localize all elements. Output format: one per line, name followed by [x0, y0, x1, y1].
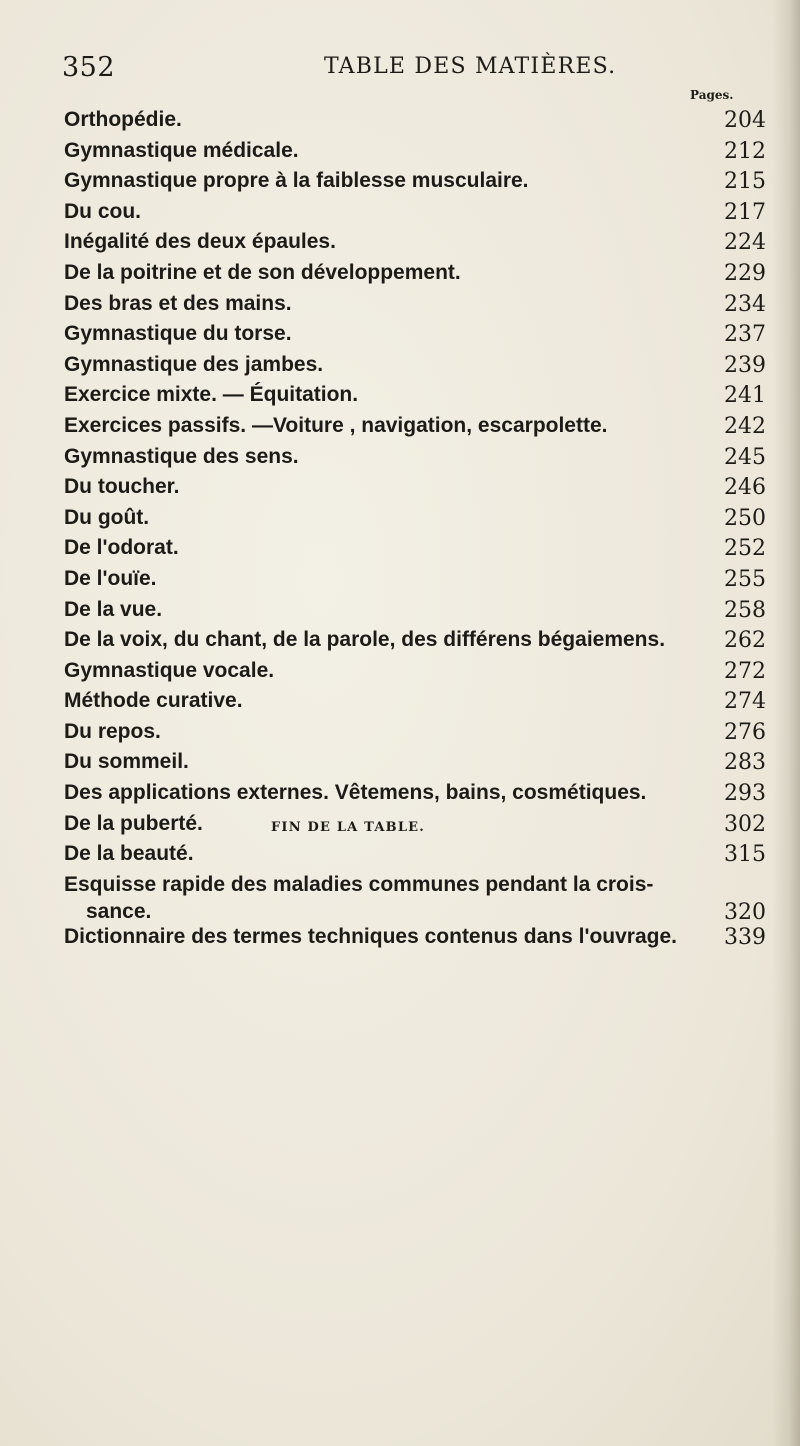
toc-entry-title: Du repos.	[64, 719, 161, 743]
toc-entry-page-number: 315	[724, 842, 766, 868]
toc-entry-page-number: 262	[724, 628, 766, 654]
toc-entry	[64, 506, 766, 537]
toc-entry-title: Du toucher.	[64, 475, 180, 499]
toc-entry-page-number: 229	[724, 260, 766, 286]
toc-entry-page-number: 320	[724, 899, 766, 925]
toc-entry-title: Du sommeil.	[64, 750, 189, 774]
toc-entry-title: Méthode curative.	[64, 689, 243, 713]
toc-entry-title: Dictionnaire des termes techniques contenus dans l'ouvrage.	[64, 924, 677, 948]
toc-entry-title: Esquisse rapide des maladies communes pendant la crois-	[64, 872, 654, 896]
toc-entry-page-number: 272	[724, 658, 766, 684]
toc-entry-title: Exercices passifs. —Voiture , navigation, escarpolette.	[64, 413, 608, 437]
toc-entry-title: Des applications externes. Vêtemens, bains, cosmétiques.	[64, 781, 647, 805]
toc-entry-page-number: 250	[724, 505, 766, 531]
toc-entry-title: De la voix, du chant, de la parole, des différens bégaiemens.	[64, 628, 666, 652]
toc-entry-title: De la vue.	[64, 597, 163, 621]
toc-entry-page-number: 302	[724, 811, 766, 837]
toc-entry-title: De la beauté.	[64, 842, 194, 866]
toc-entry	[64, 873, 766, 925]
toc-entry-title: De la puberté.	[64, 811, 203, 835]
toc-entry-page-number: 283	[724, 750, 766, 776]
toc-entry-page-number: 217	[724, 199, 766, 225]
toc-entry	[64, 750, 766, 781]
toc-entry-title: Inégalité des deux épaules.	[64, 230, 336, 254]
toc-entry-page-number: 224	[724, 230, 766, 256]
toc-entry-page-number: 215	[724, 169, 766, 195]
toc-entry-page-number: 234	[724, 291, 766, 317]
toc-entry	[64, 475, 766, 506]
toc-entry-title: De l'odorat.	[64, 536, 179, 560]
toc-entry-page-number: 255	[724, 566, 766, 592]
toc-entry-page-number: 276	[724, 719, 766, 745]
toc-entry-page-number: 239	[724, 352, 766, 378]
toc-entry-title: Gymnastique du torse.	[64, 322, 292, 346]
toc-entry-page-number: 242	[724, 413, 766, 439]
toc-entry	[64, 445, 766, 476]
toc-entry-page-number: 204	[724, 108, 766, 133]
toc-entry-page-number: 252	[724, 536, 766, 562]
toc-entry-page-number: 241	[724, 383, 766, 409]
toc-entry	[64, 598, 766, 629]
toc-entry-page-number: 274	[724, 689, 766, 715]
toc-entry-title: Du cou.	[64, 199, 141, 223]
toc-entry-title: Gymnastique vocale.	[64, 658, 275, 682]
toc-entry	[64, 925, 766, 956]
running-title: TABLE DES MATIÈRES.	[324, 54, 617, 79]
pages-column-label: Pages.	[690, 88, 734, 102]
toc-entry	[64, 842, 766, 873]
toc-entry-title: Exercice mixte. — Équitation.	[64, 383, 359, 407]
toc-entry-title-continuation: sance.	[86, 899, 152, 923]
page-number: 352	[62, 52, 116, 83]
toc-entry	[64, 414, 766, 445]
toc-entry	[64, 659, 766, 690]
toc-entry	[64, 261, 766, 292]
toc-entry	[64, 628, 766, 659]
toc-entry-title: Du goût.	[64, 505, 150, 529]
toc-entry	[64, 322, 766, 353]
toc-entry	[64, 292, 766, 323]
toc-entry-title: Gymnastique médicale.	[64, 138, 299, 162]
toc-entry-page-number: 237	[724, 322, 766, 348]
toc-entry-page-number: 245	[724, 444, 766, 470]
toc-entry-title: Gymnastique des sens.	[64, 444, 299, 468]
toc-entry-page-number: 246	[724, 475, 766, 501]
toc-entry-title: Gymnastique propre à la faiblesse musculaire.	[64, 169, 529, 193]
toc-entry-page-number: 258	[724, 597, 766, 623]
toc-entry	[64, 230, 766, 261]
toc-entry	[64, 353, 766, 384]
toc-entry-title: De la poitrine et de son développement.	[64, 260, 461, 284]
end-of-table-mark: FIN DE LA TABLE.	[271, 820, 425, 835]
toc-entry	[64, 169, 766, 200]
toc-entry	[64, 781, 766, 812]
toc-entry	[64, 567, 766, 598]
toc-entry	[64, 720, 766, 751]
toc-entry-page-number: 293	[724, 781, 766, 807]
toc-entry	[64, 536, 766, 567]
toc-entry	[64, 200, 766, 231]
toc-entry-page-number: 212	[724, 138, 766, 164]
toc-entry-title: Gymnastique des jambes.	[64, 352, 324, 376]
toc-entry-title: Orthopédie.	[64, 108, 182, 131]
toc-entry	[64, 139, 766, 170]
toc-entry-page-number: 339	[724, 924, 766, 950]
page-header	[62, 52, 762, 92]
toc-entry-title: De l'ouïe.	[64, 566, 157, 590]
toc-entry	[64, 689, 766, 720]
toc-entry	[64, 108, 766, 139]
page-edge-shadow	[772, 0, 800, 1446]
toc-entry-title: Des bras et des mains.	[64, 291, 292, 315]
toc-entry	[64, 383, 766, 414]
